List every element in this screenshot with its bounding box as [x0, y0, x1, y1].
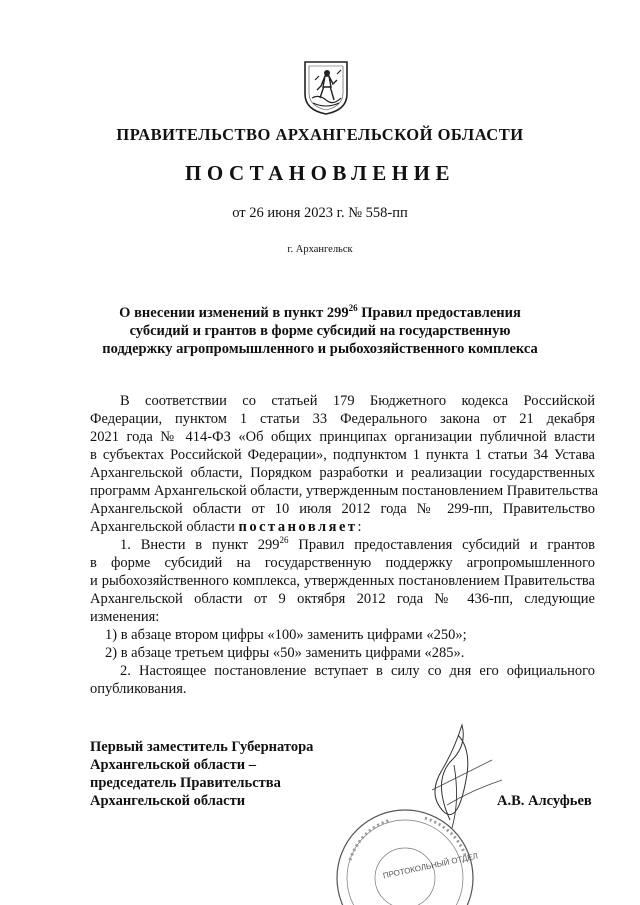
- body-line: в форме субсидий на государственную поддержку агропромышленного: [90, 555, 595, 571]
- organization-heading: ПРАВИТЕЛЬСТВО АРХАНГЕЛЬСКОЙ ОБЛАСТИ: [116, 125, 524, 144]
- signer-name: А.В. Алсуфьев: [497, 793, 592, 809]
- official-stamp: [330, 790, 480, 905]
- body-line: программ Архангельской области, утвержденным постановлением Правительства: [90, 483, 599, 499]
- body-line: Архангельской области от 10 июля 2012 года № 299-пп, Правительство: [90, 501, 595, 517]
- city-label: г. Архангельск: [287, 244, 353, 255]
- resolves-word: постановляет: [238, 519, 358, 535]
- body-line: Архангельской области, Порядком разработки и реализации государственных: [90, 465, 595, 481]
- body-line: В соответствии со статьей 179 Бюджетного кодекса Российской: [120, 393, 595, 409]
- signer-position: Первый заместитель Губернатора: [90, 739, 314, 755]
- body-line: Федерации, пунктом 1 статьи 33 Федерального закона от 21 декабря: [90, 411, 595, 427]
- signer-position: Архангельской области: [90, 793, 246, 809]
- body-line: и рыбохозяйственного комплекса, утвержденных постановлением Правительства: [90, 573, 595, 589]
- body-line: в субъектах Российской Федерации», подпунктом 1 пункта 1 статьи 34 Устава: [90, 447, 595, 463]
- title-line-3: поддержку агропромышленного и рыбохозяйственного комплекса: [102, 341, 538, 357]
- document-type-heading: ПОСТАНОВЛЕНИЕ: [185, 161, 455, 185]
- body-line: 2. Настоящее постановление вступает в силу со дня его официального: [120, 663, 595, 679]
- body-line: изменения:: [90, 609, 160, 625]
- coat-of-arms-icon: [303, 60, 349, 116]
- body-line: 1. Внести в пункт $299^{26}$ Правил предоставления субсидий и грантов: [120, 535, 596, 553]
- body-line: 1) в абзаце втором цифры «100» заменить цифрами «250»;: [105, 627, 467, 643]
- body-line: Архангельской области постановляет:: [90, 519, 362, 535]
- title-line-2: субсидий и грантов в форме субсидий на государственную: [129, 323, 511, 339]
- body-line: опубликования.: [90, 681, 187, 697]
- body-line: 2) в абзаце третьем цифры «50» заменить цифрами «285».: [105, 645, 465, 661]
- signer-position: Архангельской области –: [90, 757, 256, 773]
- stamp-text: ПРОТОКОЛЬНЫЙ ОТДЕЛ: [382, 851, 479, 881]
- signer-position: председатель Правительства: [90, 775, 281, 791]
- body-line: Архангельской области от 9 октября 2012 года № 436-пп, следующие: [90, 591, 595, 607]
- title-line-1: О внесении изменений в пункт $299^{26}$ Правил предоставления: [119, 303, 521, 321]
- body-line: 2021 года № 414-ФЗ «Об общих принципах организации публичной власти: [90, 429, 595, 445]
- date-number: от 26 июня 2023 г. № 558-пп: [232, 205, 408, 221]
